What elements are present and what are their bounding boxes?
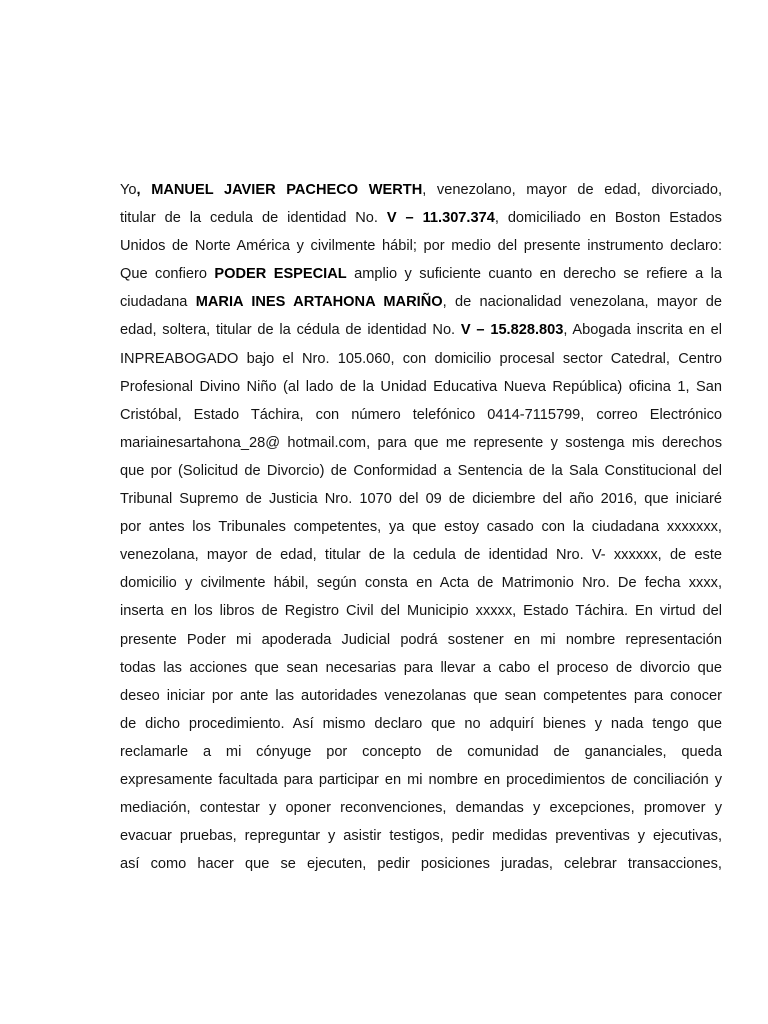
text-line [120, 822, 722, 850]
text-run: , Abogada inscrita en el [563, 322, 723, 339]
text-line [120, 513, 722, 541]
text-run: así como hacer que se ejecuten, pedir posiciones juradas, celebrar transacciones, [120, 856, 722, 873]
text-run: titular de la cedula de identidad No. [120, 210, 387, 227]
text-run: Que confiero [120, 266, 215, 283]
text-run: ciudadana [120, 294, 196, 311]
text-line [120, 485, 722, 513]
text-run: que por (Solicitud de Divorcio) de Conformidad a Sentencia de la Sala Constitucional del [120, 462, 722, 479]
bold-text-run: V – 15.828.803 [460, 322, 564, 339]
text-run: inserta en los libros de Registro Civil del Municipio xxxxx, Estado Táchira. En virtud del [120, 603, 722, 620]
text-run: , de nacionalidad venezolana, mayor de [442, 294, 723, 311]
bold-text-run: PODER ESPECIAL [214, 266, 347, 283]
text-line [120, 766, 722, 794]
text-run: Cristóbal, Estado Táchira, con número telefónico 0414-7115799, correo Electrónico [120, 406, 722, 423]
text-line [120, 260, 722, 288]
text-run: todas las acciones que sean necesarias para llevar a cabo el proceso de divorcio que [120, 659, 722, 676]
text-run: por antes los Tribunales competentes, ya que estoy casado con la ciudadana xxxxxxx, [120, 519, 722, 536]
text-line [120, 794, 722, 822]
bold-text-run: , MANUEL JAVIER PACHECO WERTH [136, 182, 423, 198]
text-run: Profesional Divino Niño (al lado de la Unidad Educativa Nueva República) oficina 1, San [120, 378, 722, 395]
text-line [120, 682, 722, 710]
text-run: Yo [120, 182, 137, 198]
text-run: domicilio y civilmente hábil, según consta en Acta de Matrimonio Nro. De fecha xxxx, [120, 575, 722, 592]
text-line [120, 654, 722, 682]
text-run: Unidos de Norte América y civilmente hábil; por medio del presente instrumento declaro: [120, 238, 722, 255]
text-run: reclamarle a mi cónyuge por concepto de comunidad de gananciales, queda [120, 743, 722, 760]
text-line [120, 316, 722, 344]
bold-text-run: V – 11.307.374 [386, 210, 495, 227]
text-line [120, 850, 722, 878]
text-run: INPREABOGADO bajo el Nro. 105.060, con domicilio procesal sector Catedral, Centro [120, 350, 722, 367]
text-run: de dicho procedimiento. Así mismo declaro que no adquirí bienes y nada tengo que [120, 715, 722, 732]
text-run: expresamente facultada para participar en mi nombre en procedimientos de conciliación y [120, 771, 722, 788]
text-line [120, 738, 722, 766]
text-run: , domiciliado en Boston Estados [494, 210, 722, 227]
text-run: edad, soltera, titular de la cédula de identidad No. [120, 322, 461, 339]
text-run: Tribunal Supremo de Justicia Nro. 1070 del 09 de diciembre del año 2016, que iniciaré [120, 491, 722, 508]
text-line [120, 232, 722, 260]
text-line [120, 626, 722, 654]
text-run: venezolana, mayor de edad, titular de la cedula de identidad Nro. V- xxxxxx, de este [120, 547, 722, 564]
text-run: presente Poder mi apoderada Judicial podrá sostener en mi nombre representación [120, 631, 722, 648]
text-line [120, 429, 722, 457]
text-line [120, 345, 722, 373]
text-run: evacuar pruebas, repreguntar y asistir testigos, pedir medidas preventivas y ejecutivas, [120, 828, 722, 845]
text-line [120, 541, 722, 569]
text-line [120, 401, 722, 429]
text-line [120, 288, 722, 316]
text-run: , venezolano, mayor de edad, divorciado, [422, 182, 722, 198]
text-line [120, 457, 722, 485]
text-run: amplio y suficiente cuanto en derecho se refiere a la [346, 266, 723, 283]
text-run: mediación, contestar y oponer reconvenciones, demandas y excepciones, promover y [120, 800, 722, 817]
text-line [120, 569, 722, 597]
text-line [120, 176, 722, 204]
text-line [120, 204, 722, 232]
text-run: deseo iniciar por ante las autoridades venezolanas que sean competentes para conocer [120, 687, 722, 704]
text-run: mariainesartahona_28@ hotmail.com, para que me represente y sostenga mis derechos [120, 434, 722, 451]
text-line [120, 373, 722, 401]
text-line [120, 597, 722, 625]
bold-text-run: MARIA INES ARTAHONA MARIÑO [195, 294, 443, 311]
text-line [120, 710, 722, 738]
document-body-paragraph [120, 176, 722, 878]
